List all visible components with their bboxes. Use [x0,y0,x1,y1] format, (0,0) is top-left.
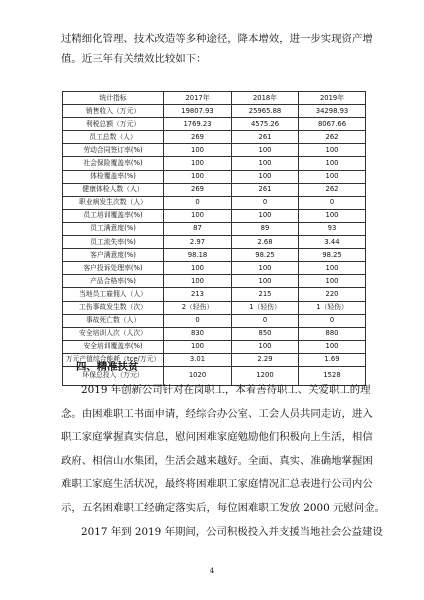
value-cell: 100 [232,275,299,288]
body-line: 难职工家庭生活状况，最终将困难职工家庭情况汇总表进行公司内公 [61,478,373,491]
value-cell: 100 [299,262,366,275]
table-row [63,209,366,222]
table-row [63,144,366,157]
value-cell: 0 [299,196,366,209]
body-line: 政府、相信山水集团，生活会越来越好。全面、真实、准确地掌握困 [61,454,373,467]
value-cell: 0 [164,314,232,327]
table-row [63,183,366,196]
intro-paragraph [61,29,373,69]
value-cell: 1020 [164,366,232,385]
row-label-cell: 工伤事故发生数（次） [63,301,164,314]
value-cell: 850 [232,327,299,340]
value-cell: 4575.26 [232,118,299,131]
table-row [63,236,366,249]
value-cell: 220 [299,288,366,301]
row-label-cell: 安全培训人次（人次） [63,327,164,340]
row-label-cell: 职业病发生次数（人） [63,196,164,209]
value-cell: 269 [164,131,232,144]
value-cell: 100 [299,144,366,157]
value-cell: 880 [299,327,366,340]
value-cell: 1（轻伤） [232,301,299,314]
value-cell: 0 [299,314,366,327]
value-cell: 1769.23 [164,118,232,131]
value-cell: 8067.66 [299,118,366,131]
row-label-cell: 客户满意度(%) [63,249,164,262]
row-label-cell: 利税总额（万元） [63,118,164,131]
value-cell: 100 [232,170,299,183]
table-row [63,262,366,275]
value-cell: 100 [299,209,366,222]
value-cell: 100 [164,144,232,157]
intro-line-1: 过精细化管理、技术改造等多种途径，降本增效，进一步实现资产增 [61,33,373,45]
header-cell: 统计指标 [63,92,164,105]
value-cell: 830 [164,327,232,340]
row-label-cell: 员工总数（人） [63,131,164,144]
table-row [63,275,366,288]
value-cell: 213 [164,288,232,301]
row-label-cell: 事故死亡数（人） [63,314,164,327]
value-cell: 100 [164,275,232,288]
value-cell: 1528 [299,366,366,385]
body-line: 2017 年到 2019 年期间，公司积极投入并支援当地社会公益建设 [81,525,383,538]
table-row [63,340,366,353]
table-row [63,327,366,340]
row-label-cell: 员工培训覆盖率(%) [63,209,164,222]
value-cell: 2（轻伤） [164,301,232,314]
value-cell: 100 [299,170,366,183]
value-cell: 100 [164,170,232,183]
table-row [63,301,366,314]
row-label-cell: 员工满意度(%) [63,222,164,235]
row-label-cell: 当地员工雇佣人（人） [63,288,164,301]
value-cell: 100 [232,209,299,222]
performance-table [62,91,366,386]
section-heading: 四、精准扶贫 [76,361,139,373]
value-cell: 100 [232,262,299,275]
row-label-cell: 销售收入（万元） [63,105,164,118]
value-cell: 3.44 [299,236,366,249]
header-cell: 2017年 [164,92,232,105]
value-cell: 262 [299,183,366,196]
row-label-cell: 客户投诉处理率(%) [63,262,164,275]
value-cell: 262 [299,131,366,144]
value-cell: 100 [299,340,366,353]
value-cell: 98.18 [164,249,232,262]
body-line: 2019 年创新公司针对在岗职工，本着善待职工、关爱职工的理 [81,384,371,396]
page-number: 4 [209,567,215,575]
body-paragraphs [61,379,385,544]
value-cell: 100 [232,340,299,353]
intro-line-2: 值。近三年有关绩效比较如下： [61,53,207,65]
value-cell: 3.01 [164,353,232,366]
value-cell: 19807.93 [164,105,232,118]
value-cell: 100 [164,340,232,353]
value-cell: 100 [232,157,299,170]
value-cell: 1（轻伤） [299,301,366,314]
table-row [63,105,366,118]
body-line: 念。由困难职工书面申请，经综合办公室、工会人员共同走访，进入 [61,407,373,420]
row-label-cell: 产品合格率(%) [63,275,164,288]
table-row [63,157,366,170]
value-cell: 1.69 [299,353,366,366]
table-row [63,249,366,262]
table-row [63,314,366,327]
value-cell: 89 [232,222,299,235]
value-cell: 93 [299,222,366,235]
row-label-cell: 社会保险覆盖率(%) [63,157,164,170]
table-row [63,131,366,144]
row-label-cell: 环保总投入（万元） [63,366,164,385]
value-cell: 100 [164,209,232,222]
value-cell: 261 [232,183,299,196]
value-cell: 0 [232,196,299,209]
value-cell: 0 [164,196,232,209]
value-cell: 98.25 [232,249,299,262]
body-line: 职工家庭掌握真实信息，慰问困难家庭勉励他们积极向上生活，相信 [61,431,373,444]
row-label-cell: 体检覆盖率(%) [63,170,164,183]
value-cell: 100 [299,275,366,288]
table-row [63,288,366,301]
row-label-cell: 员工流失率(%) [63,236,164,249]
value-cell: 100 [164,262,232,275]
row-label-cell: 健康体检人数（人） [63,183,164,196]
value-cell: 87 [164,222,232,235]
value-cell: 2.97 [164,236,232,249]
row-label-cell: 劳动合同签订率(%) [63,144,164,157]
body-line: 示，五名困难职工经确定落实后，每位困难职工发放 2000 元慰问金。 [61,501,385,514]
header-cell: 2019年 [299,92,366,105]
value-cell: 215 [232,288,299,301]
row-label-cell: 安全培训覆盖率(%) [63,340,164,353]
table-row [63,170,366,183]
table-row [63,196,366,209]
value-cell: 100 [299,157,366,170]
value-cell: 34298.93 [299,105,366,118]
table-header-row [63,92,366,105]
header-cell: 2018年 [232,92,299,105]
table-row [63,118,366,131]
value-cell: 100 [164,157,232,170]
value-cell: 25965.88 [232,105,299,118]
row-label-cell: 万元产值综合能耗（tce/万元） [63,353,164,366]
table-row [63,222,366,235]
value-cell: 1200 [232,366,299,385]
value-cell: 100 [232,144,299,157]
value-cell: 269 [164,183,232,196]
value-cell: 0 [232,314,299,327]
value-cell: 2.68 [232,236,299,249]
value-cell: 98.25 [299,249,366,262]
value-cell: 2.29 [232,353,299,366]
value-cell: 261 [232,131,299,144]
